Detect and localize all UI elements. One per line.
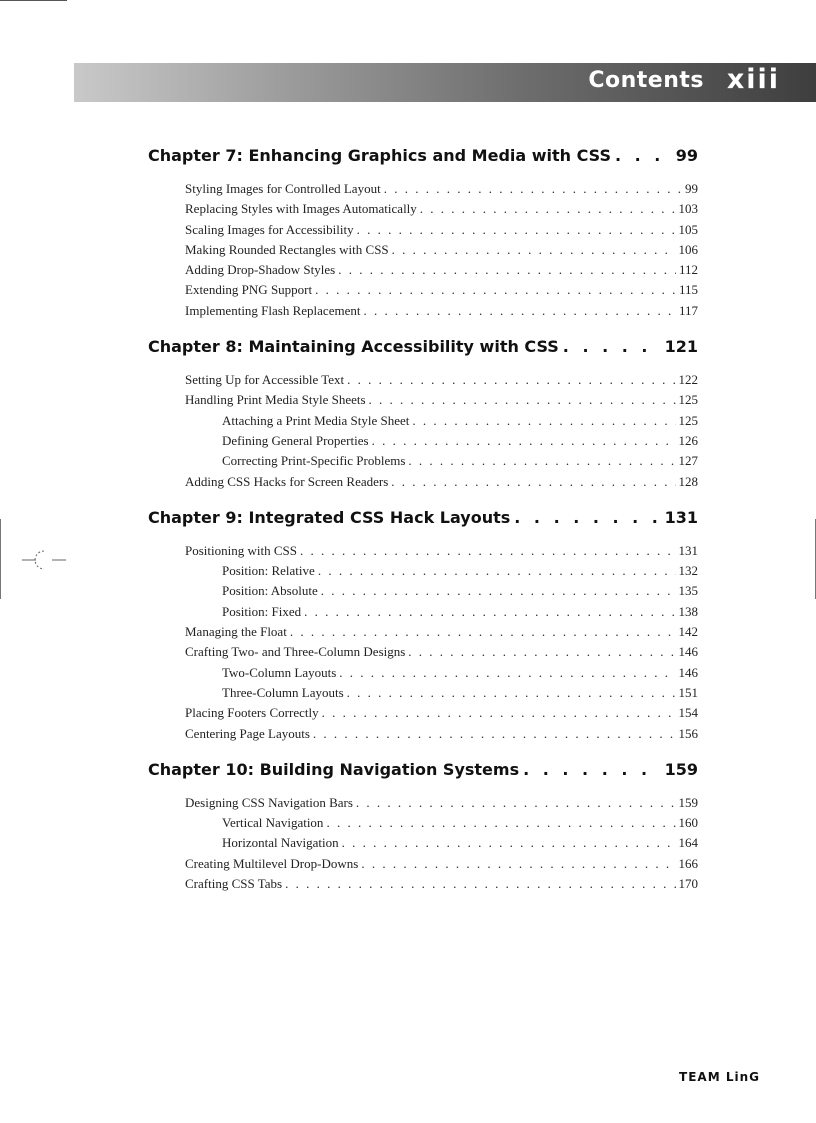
entry-title: Position: Fixed [222,603,302,619]
toc-entry[interactable] [148,262,698,282]
entry-page-number: 135 [678,583,698,599]
dot-leader [339,665,675,681]
dot-leader [408,453,675,469]
chapter-page-number: 99 [675,146,698,165]
entry-title: Attaching a Print Media Style Sheet [222,412,410,428]
dot-leader [338,262,676,278]
chapter-section [148,146,698,323]
entry-page-number: 106 [678,241,698,257]
entry-title: Managing the Float [185,624,287,640]
entry-title: Making Rounded Rectangles with CSS [185,241,389,257]
toc-entry[interactable] [148,563,698,583]
toc-entry[interactable] [148,181,698,201]
toc-entry[interactable] [148,795,698,815]
toc-entry[interactable] [148,685,698,705]
crop-mark-top [0,0,67,1]
table-of-contents [148,146,698,910]
entry-page-number: 126 [678,432,698,448]
dot-leader [384,181,682,197]
dot-leader [408,644,675,660]
entry-title: Creating Multilevel Drop-Downs [185,855,359,871]
entry-title: Adding CSS Hacks for Screen Readers [185,473,389,489]
entry-title: Replacing Styles with Images Automatically [185,201,417,217]
entry-page-number: 132 [678,563,698,579]
header-page-number: xiii [726,64,780,95]
entry-page-number: 128 [678,473,698,489]
entry-page-number: 156 [678,725,698,741]
dot-leader [391,474,675,490]
dot-leader [315,282,676,298]
toc-entry[interactable] [148,201,698,221]
chapter-title-text: Chapter 8: Maintaining Accessibility with CSS [148,337,559,357]
entry-title: Two-Column Layouts [222,664,337,680]
entry-page-number: 138 [678,603,698,619]
dot-leader [412,413,675,429]
entry-page-number: 159 [678,794,698,810]
entry-page-number: 146 [678,644,698,660]
dot-leader [563,337,661,356]
toc-entry[interactable] [148,222,698,242]
toc-entry[interactable] [148,242,698,262]
chapter-page-number: 159 [664,759,698,779]
chapter-section [148,760,698,896]
toc-entry[interactable] [148,624,698,644]
entry-page-number: 112 [678,262,698,278]
footer-mark: TEAM LinG [679,1070,760,1084]
toc-entry[interactable] [148,705,698,725]
toc-entry[interactable] [148,876,698,896]
dot-leader [318,563,676,579]
dot-leader [356,795,676,811]
chapter-title-text: Chapter 9: Integrated CSS Hack Layouts [148,507,511,527]
toc-entry[interactable] [148,392,698,412]
entry-title: Designing CSS Navigation Bars [185,794,353,810]
toc-entry[interactable] [148,644,698,664]
entry-title: Adding Drop-Shadow Styles [185,262,336,278]
entry-title: Correcting Print-Specific Problems [222,453,406,469]
entry-title: Styling Images for Controlled Layout [185,181,381,196]
chapter-section [148,508,698,746]
entry-title: Extending PNG Support [185,282,313,298]
entry-page-number: 117 [678,302,698,318]
entry-title: Scaling Images for Accessibility [185,221,354,237]
chapter-section [148,337,698,494]
entry-title: Position: Absolute [222,583,318,599]
chapter-title-text: Chapter 10: Building Navigation Systems [148,759,520,779]
toc-entry[interactable] [148,604,698,624]
registration-mark-icon [22,548,66,572]
dot-leader [369,392,676,408]
entry-page-number: 115 [678,282,698,298]
toc-entry[interactable] [148,543,698,563]
toc-entry[interactable] [148,726,698,746]
toc-entry[interactable] [148,303,698,323]
dot-leader [304,604,675,620]
toc-entry[interactable] [148,835,698,855]
entry-page-number: 105 [678,221,698,237]
chapter-title[interactable] [148,508,698,539]
entry-title: Setting Up for Accessible Text [185,372,345,388]
dot-leader [285,876,675,892]
entry-page-number: 154 [678,705,698,721]
toc-entry[interactable] [148,665,698,685]
entry-title: Horizontal Navigation [222,835,339,851]
entry-page-number: 125 [678,412,698,428]
dot-leader [357,222,676,238]
entry-page-number: 122 [678,372,698,388]
entry-page-number: 146 [678,664,698,680]
toc-entry[interactable] [148,433,698,453]
chapter-page-number: 121 [664,337,698,357]
entry-page-number: 99 [685,181,698,196]
dot-leader [347,372,675,388]
page-header [74,63,816,102]
entry-title: Handling Print Media Style Sheets [185,392,366,408]
entry-title: Vertical Navigation [222,815,324,831]
dot-leader [523,760,661,779]
dot-leader [326,815,675,831]
entry-title: Defining General Properties [222,432,369,448]
entry-page-number: 131 [678,542,698,558]
entry-page-number: 142 [678,624,698,640]
dot-leader [313,726,676,742]
dot-leader [342,835,676,851]
entry-page-number: 166 [678,855,698,871]
chapter-title[interactable] [148,337,698,368]
entry-page-number: 170 [678,876,698,892]
dot-leader [420,201,676,217]
dot-leader [290,624,676,640]
dot-leader [514,508,660,527]
entry-title: Positioning with CSS [185,542,297,558]
dot-leader [392,242,676,258]
dot-leader [321,583,676,599]
toc-entry[interactable] [148,583,698,603]
entry-page-number: 127 [678,453,698,469]
toc-entry[interactable] [148,372,698,392]
chapter-title-text: Chapter 7: Enhancing Graphics and Media with CSS [148,146,611,165]
toc-entry[interactable] [148,815,698,835]
entry-title: Centering Page Layouts [185,725,310,741]
dot-leader [347,685,676,701]
entry-title: Implementing Flash Replacement [185,302,361,318]
dot-leader [361,856,675,872]
margin-line-left [0,519,1,599]
chapter-page-number: 131 [664,507,698,527]
dot-leader [363,303,676,319]
entry-title: Crafting Two- and Three-Column Designs [185,644,406,660]
dot-leader [300,543,676,559]
entry-page-number: 103 [678,201,698,217]
entry-page-number: 125 [678,392,698,408]
entry-title: Position: Relative [222,563,315,579]
chapter-title[interactable] [148,760,698,791]
entry-page-number: 160 [678,815,698,831]
toc-entry[interactable] [148,413,698,433]
toc-entry[interactable] [148,474,698,494]
entry-title: Placing Footers Correctly [185,705,319,721]
toc-entry[interactable] [148,856,698,876]
entry-title: Three-Column Layouts [222,684,344,700]
dot-leader [615,146,672,165]
dot-leader [322,705,676,721]
entry-page-number: 164 [678,835,698,851]
toc-entry[interactable] [148,453,698,473]
chapter-title[interactable] [148,146,698,177]
toc-entry[interactable] [148,282,698,302]
entry-page-number: 151 [678,684,698,700]
entry-title: Crafting CSS Tabs [185,876,283,892]
header-label: Contents [588,68,704,93]
dot-leader [372,433,676,449]
